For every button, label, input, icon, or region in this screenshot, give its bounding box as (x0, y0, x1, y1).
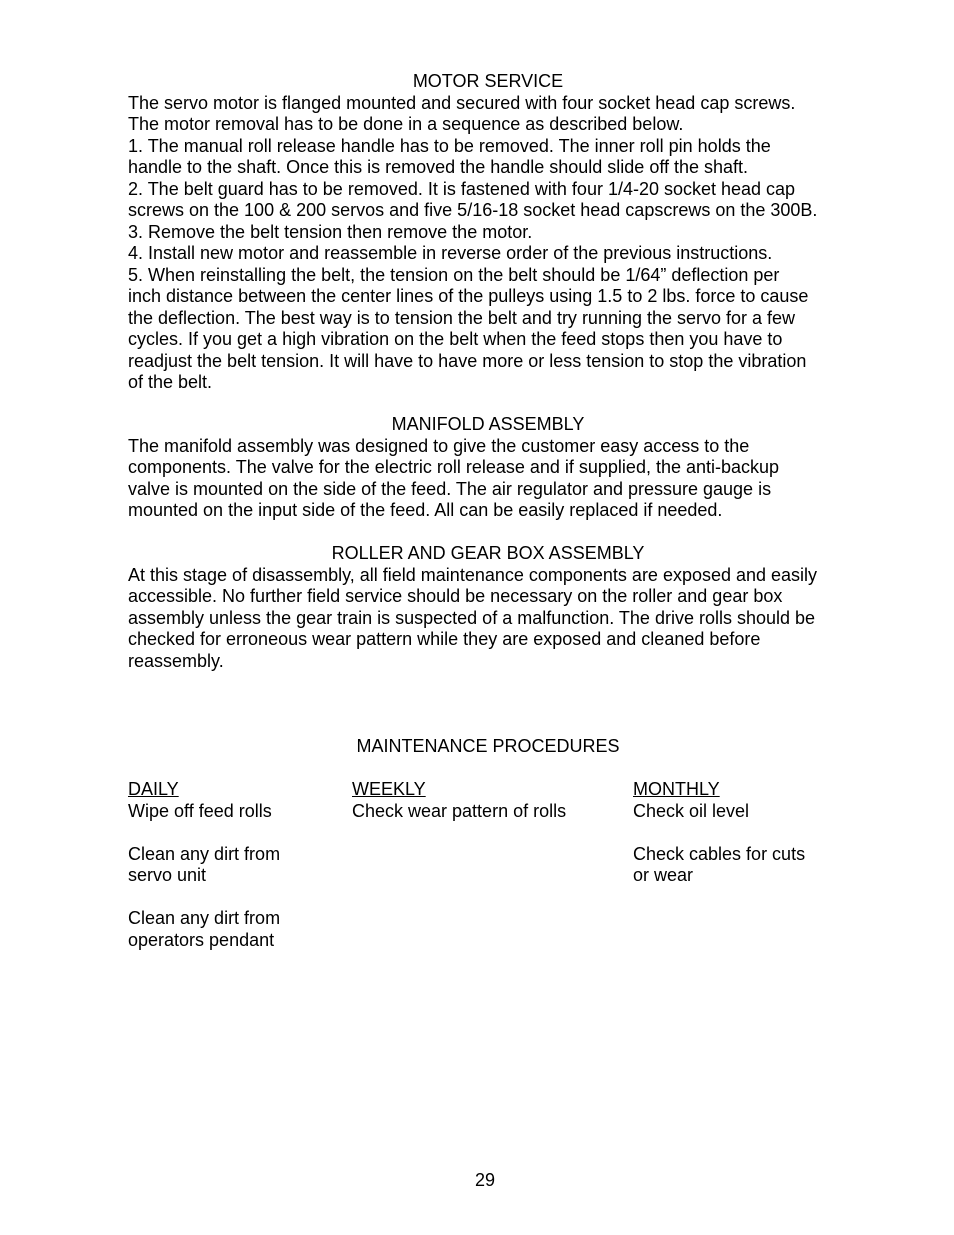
paragraph-line: 3. Remove the belt tension then remove the motor. (128, 221, 533, 242)
roller-gear-box-heading: ROLLER AND GEAR BOX ASSEMBLY (331, 543, 645, 563)
page-number: 29 (474, 1170, 496, 1190)
paragraph-line: mounted on the input side of the feed. All can be easily replaced if needed. (128, 500, 723, 520)
paragraph-line: checked for erroneous wear pattern while they are exposed and cleaned before (128, 629, 761, 649)
paragraph-line: cycles. If you get a high vibration on the belt when the feed stops then you have to (128, 329, 783, 349)
maintenance-procedures-heading: MAINTENANCE PROCEDURES (356, 736, 620, 756)
paragraph-line: inch distance between the center lines of the pulleys using 1.5 to 2 lbs. force to cause (128, 286, 809, 306)
maintenance-procedures-heading-block (128, 736, 858, 758)
paragraph-line: of the belt. (128, 372, 213, 392)
motor-service-heading: MOTOR SERVICE (412, 71, 564, 91)
motor-service-section (128, 71, 858, 394)
daily-heading: DAILY (128, 779, 179, 799)
daily-column (128, 779, 280, 951)
daily-item-continued: operators pendant (128, 929, 275, 950)
daily-item: Clean any dirt from (128, 843, 281, 864)
paragraph-line: 1. The manual roll release handle has to be removed. The inner roll pin holds the (128, 135, 771, 156)
manifold-assembly-heading: MANIFOLD ASSEMBLY (391, 414, 585, 434)
paragraph-line: reassembly. (128, 650, 224, 671)
monthly-item: Check cables for cuts (633, 843, 806, 864)
paragraph-line: valve is mounted on the side of the feed. The air regulator and pressure gauge is (128, 478, 772, 499)
paragraph-line: components. The valve for the electric roll release and if supplied, the anti-backup (128, 457, 780, 477)
monthly-heading: MONTHLY (633, 779, 720, 799)
paragraph-line: The manifold assembly was designed to give the customer easy access to the (128, 435, 750, 456)
daily-item: Clean any dirt from (128, 908, 281, 928)
daily-item: Wipe off feed rolls (128, 800, 272, 821)
roller-gear-box-section (128, 543, 858, 672)
weekly-column (352, 779, 566, 822)
paragraph-line: 4. Install new motor and reassemble in reverse order of the previous instructions. (128, 243, 773, 263)
monthly-item: Check oil level (633, 800, 750, 821)
monthly-item-continued: or wear (633, 865, 694, 885)
paragraph-line: At this stage of disassembly, all field maintenance components are exposed and easily (128, 564, 818, 585)
paragraph-line: 2. The belt guard has to be removed. It is fastened with four 1/4-20 socket head cap (128, 178, 796, 199)
monthly-column (633, 779, 805, 887)
paragraph-line: accessible. No further field service should be necessary on the roller and gear box (128, 586, 783, 606)
paragraph-line: 5. When reinstalling the belt, the tension on the belt should be 1/64” deflection per (128, 264, 780, 285)
daily-item-continued: servo unit (128, 865, 207, 885)
paragraph-line: The motor removal has to be done in a sequence as described below. (128, 114, 684, 134)
paragraph-line: the deflection. The best way is to tension the belt and try running the servo for a few (128, 307, 796, 328)
paragraph-line: assembly unless the gear train is suspected of a malfunction. The drive rolls should be (128, 607, 816, 628)
paragraph-line: readjust the belt tension. It will have to have more or less tension to stop the vibration (128, 350, 807, 371)
manifold-assembly-section (128, 414, 858, 522)
paragraph-line: screws on the 100 & 200 servos and five 5/16-18 socket head capscrews on the 300B. (128, 200, 818, 220)
paragraph-line: handle to the shaft. Once this is removed the handle should slide off the shaft. (128, 157, 749, 177)
weekly-item: Check wear pattern of rolls (352, 800, 567, 821)
weekly-heading: WEEKLY (352, 779, 426, 799)
paragraph-line: The servo motor is flanged mounted and secured with four socket head cap screws. (128, 92, 796, 113)
